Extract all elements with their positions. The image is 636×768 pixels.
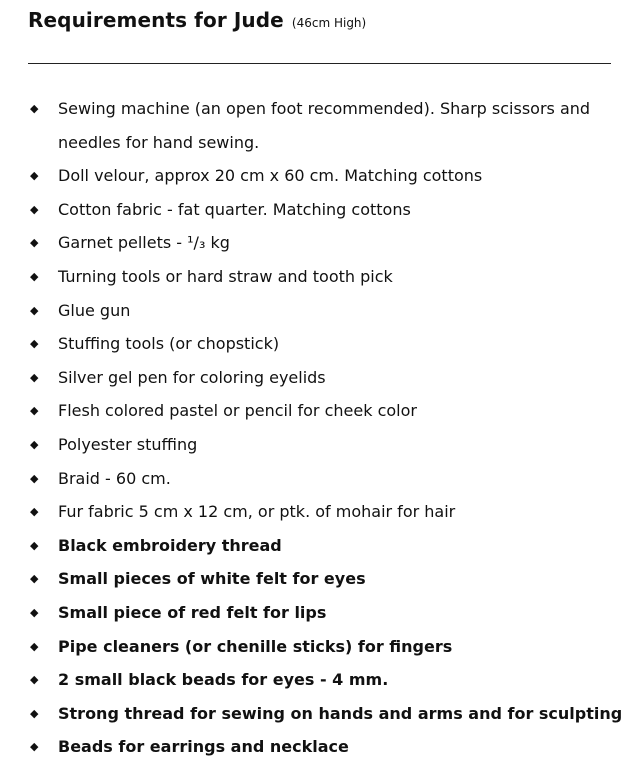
list-item	[30, 260, 630, 294]
diamond-bullet-icon: ◆	[30, 269, 39, 283]
list-item-text: Small pieces of white felt for eyes	[58, 569, 366, 589]
diamond-bullet-icon: ◆	[30, 102, 39, 115]
list-item-text: Black embroidery thread	[58, 535, 282, 555]
list-item-text: Flesh colored pastel or pencil for cheek color	[58, 401, 417, 421]
diamond-bullet-icon: ◆	[30, 337, 39, 351]
list-item	[30, 294, 630, 328]
list-item	[30, 394, 630, 428]
diamond-bullet-icon: ◆	[30, 303, 39, 317]
list-item	[30, 92, 630, 159]
list-item	[30, 697, 630, 731]
list-item	[30, 562, 630, 596]
list-item	[30, 529, 630, 563]
list-item-text: 2 small black beads for eyes - 4 mm.	[58, 670, 389, 690]
list-item-text: Stuffing tools (or chopstick)	[58, 334, 280, 354]
list-item	[30, 730, 630, 764]
heading-divider	[28, 63, 611, 64]
diamond-bullet-icon: ◆	[30, 169, 39, 183]
requirements-list	[30, 92, 630, 764]
list-item	[30, 327, 630, 361]
list-item	[30, 495, 630, 529]
diamond-bullet-icon: ◆	[30, 370, 39, 384]
list-item-text: Cotton fabric - fat quarter. Matching cottons	[58, 199, 411, 219]
list-item	[30, 159, 630, 193]
diamond-bullet-icon: ◆	[30, 236, 39, 250]
diamond-bullet-icon: ◆	[30, 639, 39, 653]
list-item	[30, 193, 630, 227]
list-item-text: Polyester stuffing	[58, 434, 198, 454]
list-item-text: Strong thread for sewing on hands and arms and for sculpting	[58, 703, 623, 723]
diamond-bullet-icon: ◆	[30, 505, 39, 519]
list-item-text: Doll velour, approx 20 cm x 60 cm. Matching cottons	[58, 166, 483, 186]
list-item-text: Small piece of red felt for lips	[58, 602, 327, 622]
heading-title: Requirements for Jude	[28, 8, 284, 32]
list-item-text: Turning tools or hard straw and tooth pick	[58, 266, 393, 286]
list-item-text: Glue gun	[58, 300, 131, 320]
list-item	[30, 361, 630, 395]
diamond-bullet-icon: ◆	[30, 538, 39, 552]
list-item	[30, 630, 630, 664]
diamond-bullet-icon: ◆	[30, 605, 39, 619]
list-item	[30, 226, 630, 260]
list-item	[30, 428, 630, 462]
diamond-bullet-icon: ◆	[30, 437, 39, 451]
list-item-text: Braid - 60 cm.	[58, 468, 171, 488]
list-item-text: Garnet pellets - ¹/₃ kg	[58, 233, 230, 253]
list-item	[30, 462, 630, 496]
diamond-bullet-icon: ◆	[30, 471, 39, 485]
list-item-text: Beads for earrings and necklace	[58, 737, 349, 757]
list-item-text: Fur fabric 5 cm x 12 cm, or ptk. of mohair for hair	[58, 502, 456, 522]
diamond-bullet-icon: ◆	[30, 572, 39, 586]
diamond-bullet-icon: ◆	[30, 706, 39, 720]
diamond-bullet-icon: ◆	[30, 673, 39, 687]
list-item	[30, 596, 630, 630]
list-item	[30, 663, 630, 697]
list-item-text: Pipe cleaners (or chenille sticks) for fingers	[58, 636, 453, 656]
list-item-text: Silver gel pen for coloring eyelids	[58, 367, 326, 387]
list-item-text: Sewing machine (an open foot recommended). Sharp scissors and needles for hand sewing.	[58, 99, 591, 152]
diamond-bullet-icon: ◆	[30, 740, 39, 754]
diamond-bullet-icon: ◆	[30, 202, 39, 216]
diamond-bullet-icon: ◆	[30, 404, 39, 418]
heading-subtitle: (46cm High)	[291, 16, 367, 30]
page-heading	[28, 8, 366, 32]
